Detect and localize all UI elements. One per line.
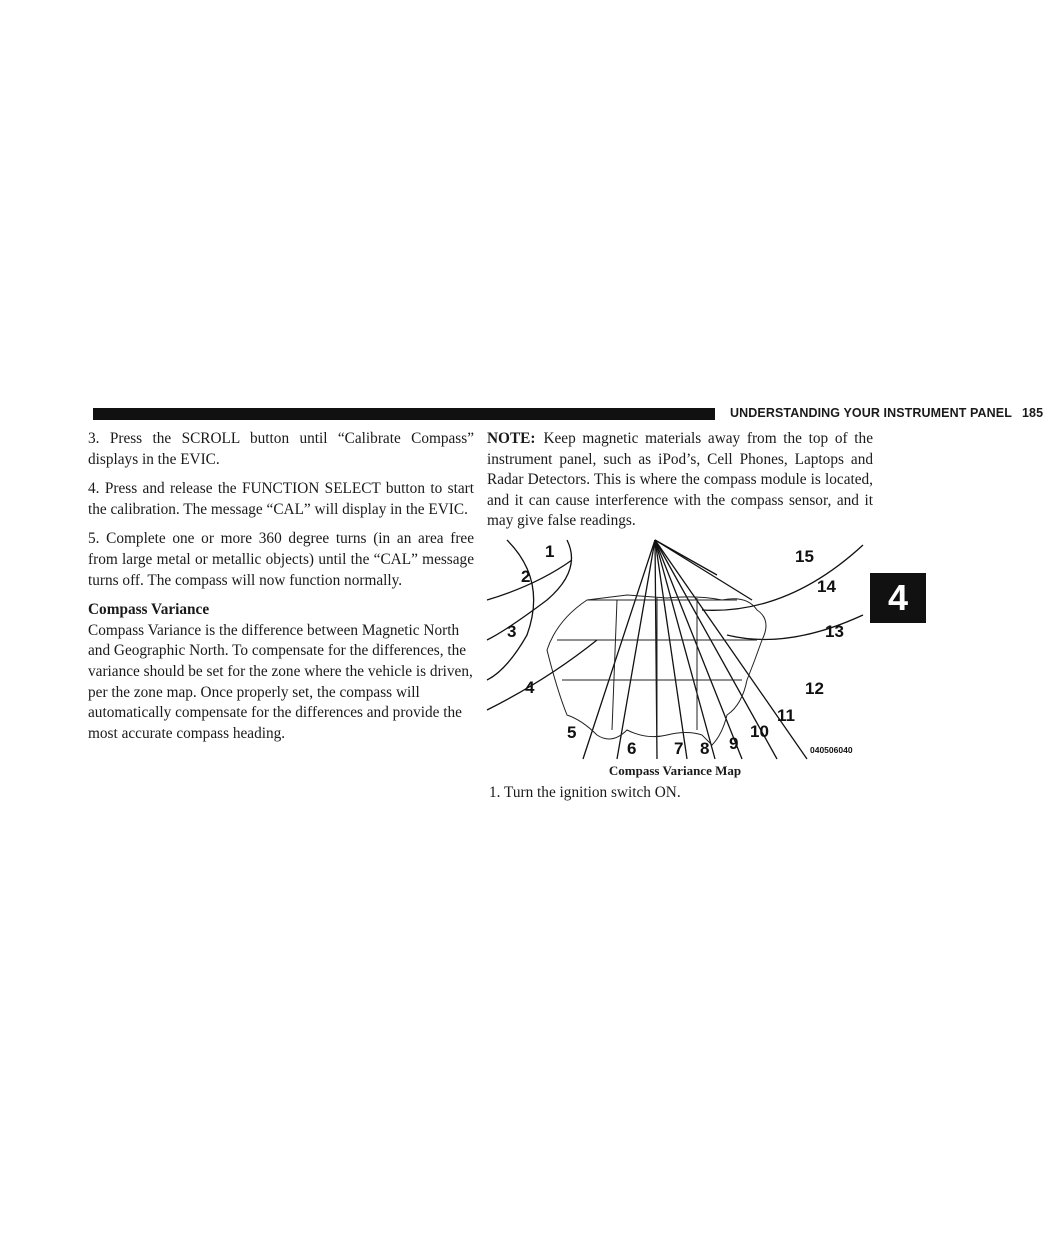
header-title: UNDERSTANDING YOUR INSTRUMENT PANEL <box>730 406 1012 420</box>
running-header <box>730 402 1043 424</box>
zone-label-9: 9 <box>729 734 739 753</box>
step-1: 1. Turn the ignition switch ON. <box>489 784 681 801</box>
note-paragraph <box>487 429 873 532</box>
zone-label-12: 12 <box>805 679 824 698</box>
zone-label-3: 3 <box>507 622 517 641</box>
note-label: NOTE: <box>487 430 536 447</box>
step-3: 3. Press the SCROLL button until “Calibrate Compass” displays in the EVIC. <box>88 430 474 468</box>
compass-variance-heading: Compass Variance <box>88 601 210 619</box>
zone-boundaries <box>487 540 863 759</box>
step-4: 4. Press and release the FUNCTION SELECT button to start the calibration. The message “CAL” will display in the EVIC. <box>88 480 474 518</box>
compass-variance-paragraph: Compass Variance is the difference between Magnetic North and Geographic North. To compensate for the differences, the variance should be set for the zone where the vehicle is driven, per the zone map. Once properly set, the compass will automatically compensate for the differences and provide the most accurate compass heading. <box>88 621 473 742</box>
coastline <box>547 595 766 745</box>
zone-label-11: 11 <box>777 706 795 725</box>
figure-code: 040506040 <box>810 745 853 755</box>
header-rule <box>93 408 715 420</box>
zone-label-10: 10 <box>750 722 769 741</box>
zone-label-2: 2 <box>521 567 531 586</box>
zone-label-13: 13 <box>825 622 844 641</box>
zone-label-4: 4 <box>525 678 535 697</box>
zone-label-14: 14 <box>817 577 836 596</box>
zone-label-8: 8 <box>700 739 710 758</box>
left-column <box>88 429 474 753</box>
zone-label-5: 5 <box>567 723 577 742</box>
step-5: 5. Complete one or more 360 degree turns (in an area free from large metal or metallic objects) until the “CAL” message turns off. The compass will now function normally. <box>88 530 474 589</box>
chapter-tab: 4 <box>870 573 926 623</box>
zone-label-15: 15 <box>795 547 814 566</box>
map-caption: Compass Variance Map <box>608 763 742 778</box>
note-text: Keep magnetic materials away from the top of the instrument panel, such as iPod’s, Cell Phones, Laptops and Radar Detectors. This is where the compass module is located, and it can cause interference with the compass sensor, and it may give false readings. <box>487 430 873 530</box>
zone-label-6: 6 <box>627 739 637 758</box>
page-number: 185 <box>1021 406 1043 420</box>
zone-label-7: 7 <box>674 739 684 758</box>
compass-variance-map <box>487 540 863 759</box>
zone-label-1: 1 <box>545 542 555 561</box>
right-column <box>487 429 873 541</box>
